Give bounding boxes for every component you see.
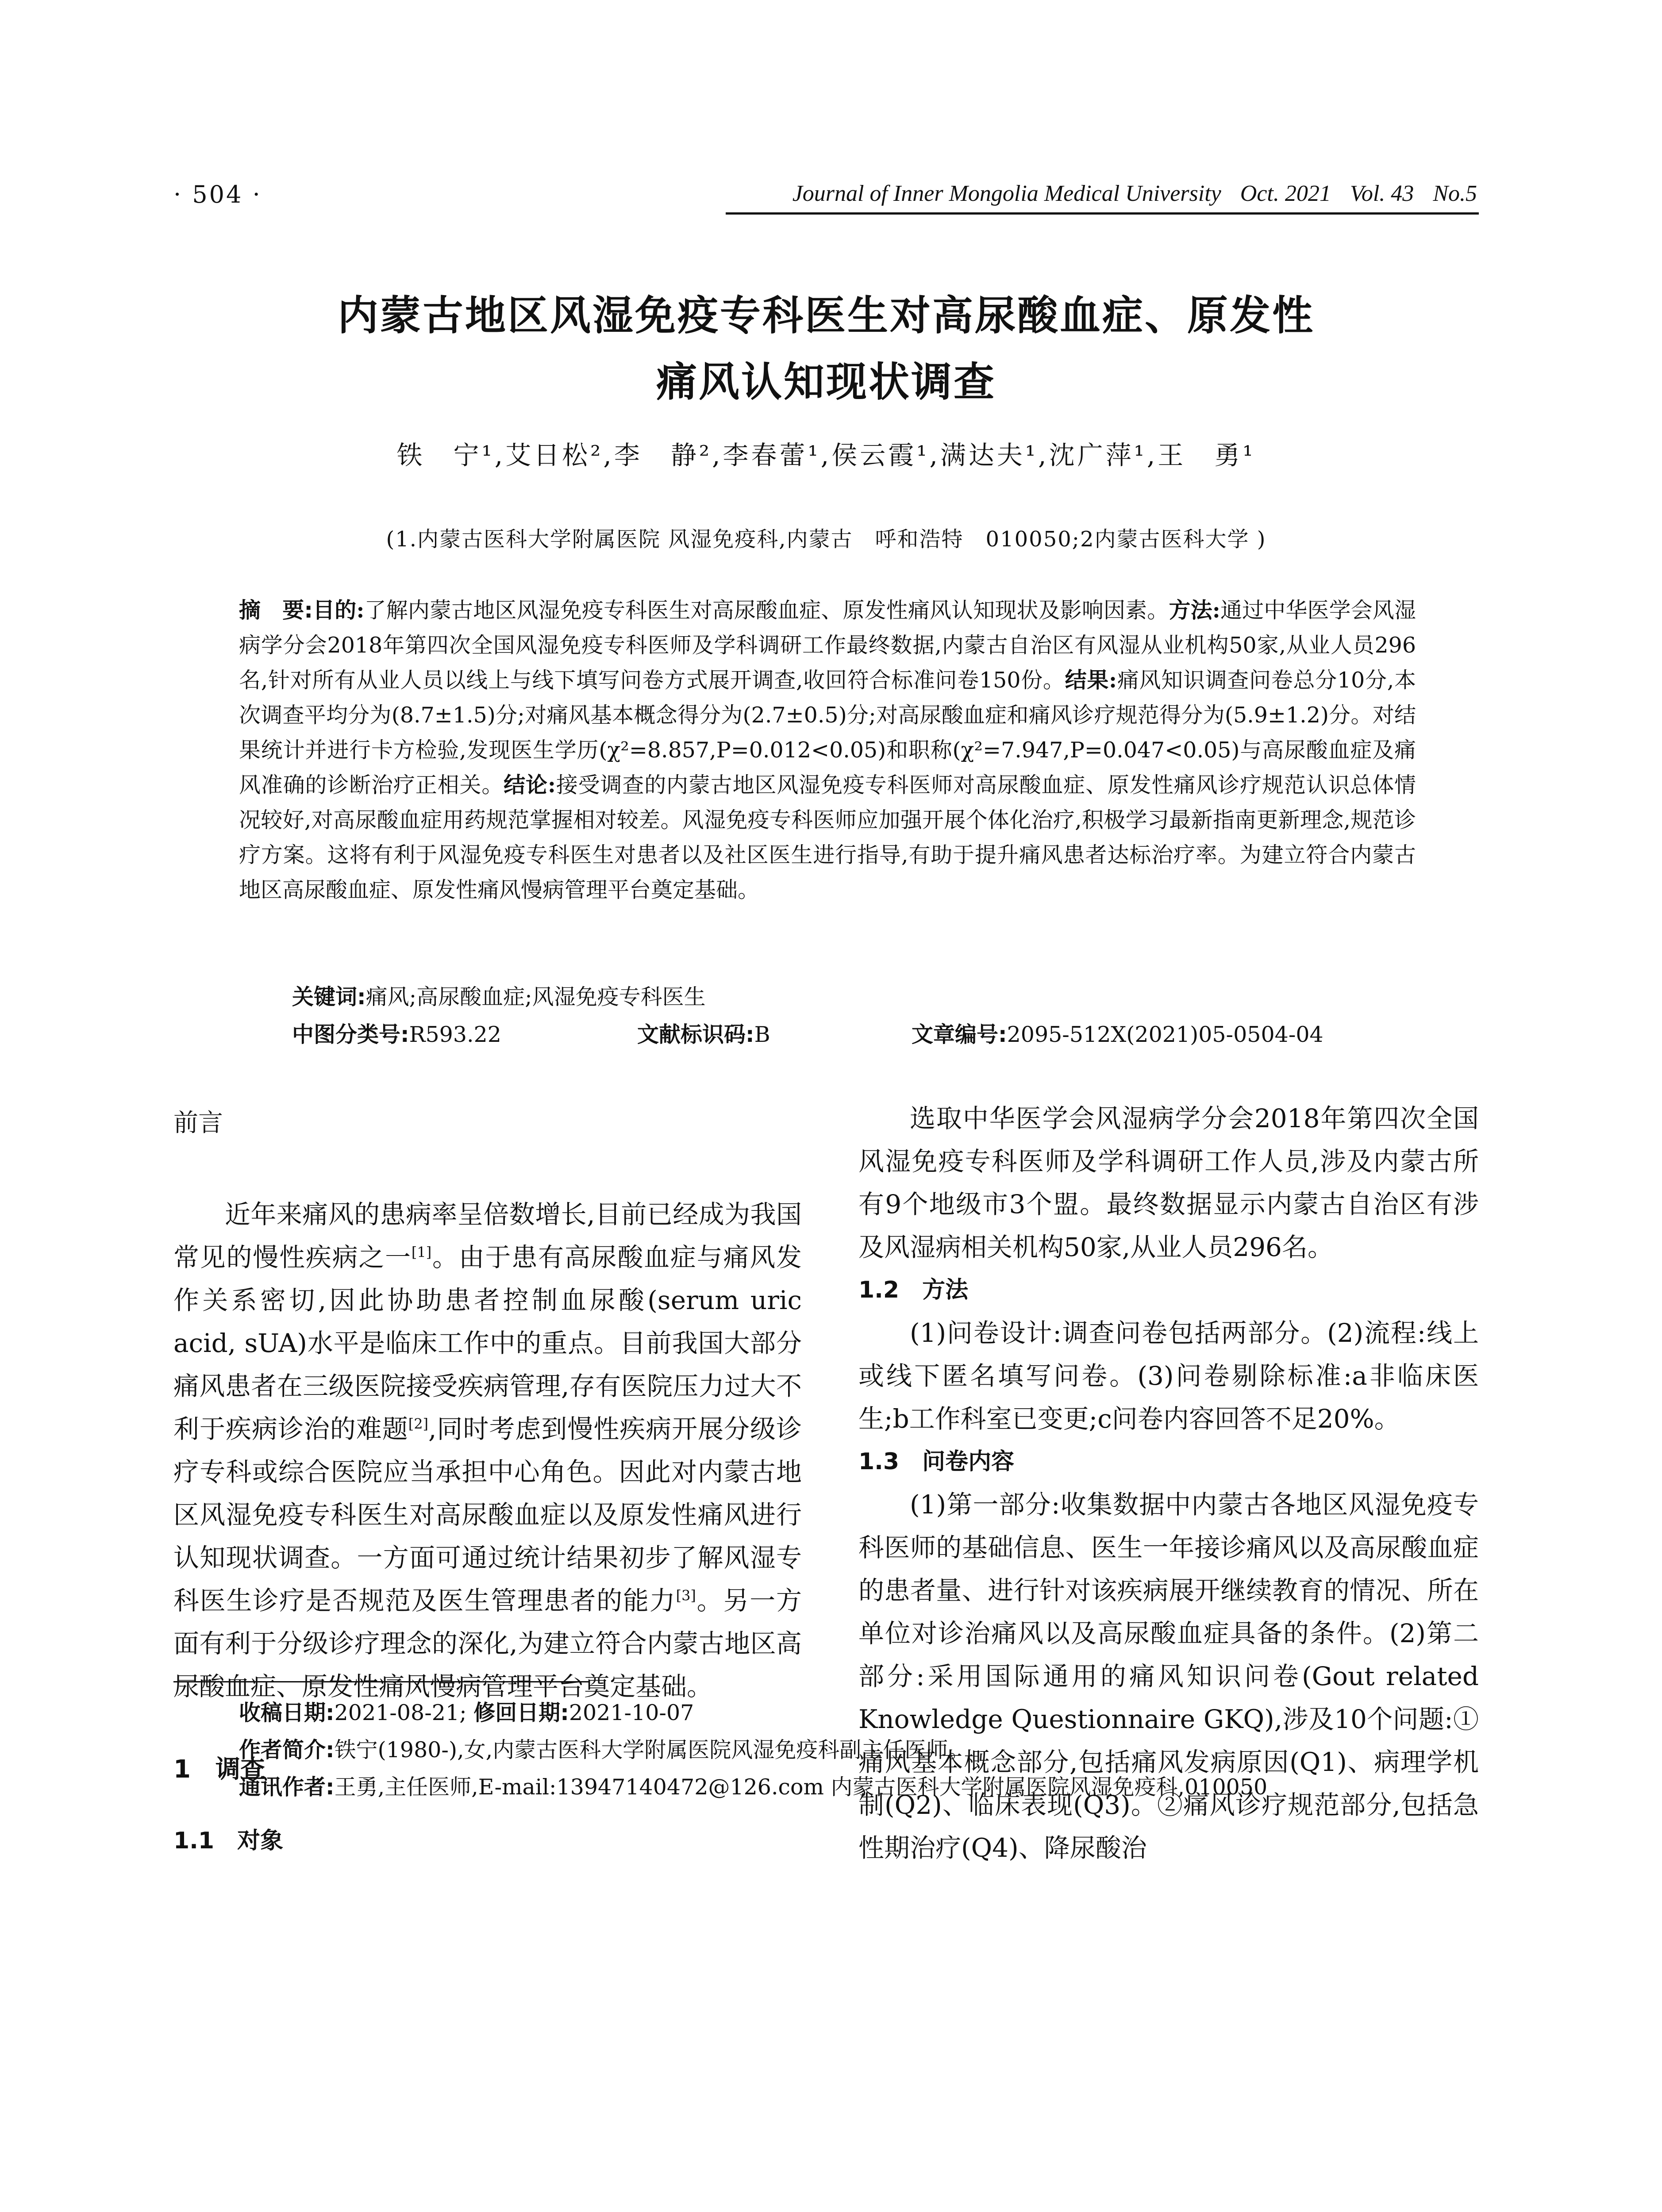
document-code <box>637 1018 770 1048</box>
journal-name: Journal of Inner Mongolia Medical University <box>792 181 1221 206</box>
preface-paragraph <box>173 1193 802 1708</box>
keywords-text: 痛风;高尿酸血症;风湿免疫专科医生 <box>365 984 706 1010</box>
volume: Vol. 43 <box>1350 181 1414 206</box>
clc-number <box>292 1018 501 1048</box>
preface-heading: 前言 <box>173 1109 223 1137</box>
ref-3: [3] <box>676 1587 696 1604</box>
preface-text-4: 。另一方面有利于分级诊疗理念的深化,为建立符合内蒙古地区高尿酸血症、原发性痛风慢病管理平台奠定基础。 <box>173 1586 802 1701</box>
doc-code-value: B <box>754 1022 770 1047</box>
ref-2: [2] <box>408 1415 429 1432</box>
author-bio-label: 作者简介: <box>239 1737 335 1763</box>
paper-title-line-2: 痛风认知现状调查 <box>656 358 996 406</box>
conclusion-text: 接受调查的内蒙古地区风湿免疫专科医师对高尿酸血症、原发性痛风诊疗规范认识总体情况较好,对高尿酸血症用药规范掌握相对较差。风湿免疫专科医师应加强开展个体化治疗,积极学习最新指南更新理念,规范诊疗方案。这将有利于风湿免疫专科医生对患者以及社区医生进行指导,有助于提升痛风患者达标治疗率。为建立符合内蒙古地区高尿酸血症、原发性痛风慢病管理平台奠定基础。 <box>239 772 1416 902</box>
methods-text: 通过中华医学会风湿病学分会2018年第四次全国风湿免疫专科医师及学科调研工作最终数据,内蒙古自治区有风湿从业机构50家,从业人员296名,针对所有从业人员以线上与线下填写问卷方式展开调查,收回符合标准问卷150份。 <box>239 598 1416 693</box>
preface-text-3: ,同时考虑到慢性疾病开展分级诊疗专科或综合医院应当承担中心角色。因此对内蒙古地区风湿免疫专科医生对高尿酸血症以及原发性痛风进行认知现状调查。一方面可通过统计结果初步了解风湿专科医生诊疗是否规范及医生管理患者的能力 <box>173 1414 802 1616</box>
content-paragraph: (1)第一部分:收集数据中内蒙古各地区风湿免疫专科医师的基础信息、医生一年接诊痛风以及高尿酸血症的患者量、进行针对该疾病展开继续教育的情况、所在单位对诊治痛风以及高尿酸血症具备的条件。(2)第二部分:采用国际通用的痛风知识问卷(Gout related Knowledge Questionnaire GKQ),涉及10个问题:①痛风基本概念部分,包括痛风发病原因(Q1)、病理学机制(Q2)、临床表现(Q3)。②痛风诊疗规范部分,包括急性期治疗(Q4)、降尿酸治 <box>858 1490 1479 1863</box>
abstract <box>239 593 1416 907</box>
affiliations: (1.内蒙古医科大学附属医院 风湿免疫科,内蒙古 呼和浩特 010050;2内蒙古医科大学 ) <box>386 527 1266 552</box>
preface-text-2: 。由于患有高尿酸血症与痛风发作关系密切,因此协助患者控制血尿酸(serum uric acid, sUA)水平是临床工作中的重点。目前我国大部分痛风患者在三级医院接受疾病管理,存有医院压力过大不利于疾病诊治的难题 <box>173 1242 802 1444</box>
corresponding-author: 王勇,主任医师,E-mail:13947140472@126.com 内蒙古医科大学附属医院风湿免疫科,010050 <box>334 1774 1268 1800</box>
objective-text: 了解内蒙古地区风湿免疫专科医生对高尿酸血症、原发性痛风认知现状及影响因素。 <box>364 598 1169 623</box>
ref-1: [1] <box>411 1244 432 1261</box>
corresponding-author-line <box>239 1769 1267 1806</box>
revised-date: 2021-10-07 <box>569 1700 694 1725</box>
section-1-heading: 1 调查 <box>173 1755 265 1784</box>
article-number-label: 文章编号: <box>912 1022 1007 1047</box>
page-number: · 504 · <box>173 180 262 208</box>
keywords <box>292 980 706 1011</box>
abstract-label: 摘 要: <box>239 598 313 623</box>
article-number <box>912 1018 1323 1048</box>
clc-label: 中图分类号: <box>292 1022 409 1047</box>
keywords-label: 关键词: <box>292 984 366 1010</box>
doc-code-label: 文献标识码: <box>637 1022 754 1047</box>
section-1-2-heading: 1.2 方法 <box>858 1277 969 1303</box>
conclusion-label: 结论: <box>504 772 556 798</box>
author-bio: 铁宁(1980-),女,内蒙古医科大学附属医院风湿免疫科副主任医师。 <box>334 1737 970 1763</box>
results-text: 痛风知识调查问卷总分10分,本次调查平均分为(8.7±1.5)分;对痛风基本概念得分为(2.7±0.5)分;对高尿酸血症和痛风诊疗规范得分为(5.9±1.2)分。对结果统计并进行卡方检验,发现医生学历(χ²=8.857,P=0.012<0.05)和职称(χ²=7.947,P=0.047<0.05)与高尿酸血症及痛风准确的诊断治疗正相关。 <box>239 668 1416 798</box>
corresponding-author-label: 通讯作者: <box>239 1774 335 1800</box>
received-date: 2021-08-21; <box>334 1700 467 1725</box>
section-1-1-heading: 1.1 对象 <box>173 1828 284 1854</box>
author-bio-line <box>239 1732 1267 1769</box>
author-list: 铁 宁¹,艾日松²,李 静²,李春蕾¹,侯云霞¹,满达夫¹,沈广萍¹,王 勇¹ <box>396 440 1256 470</box>
issue-number: No.5 <box>1433 181 1477 206</box>
objects-paragraph: 选取中华医学会风湿病学分会2018年第四次全国风湿免疫专科医师及学科调研工作人员,涉及内蒙古所有9个地级市3个盟。最终数据显示内蒙古自治区有涉及风湿病相关机构50家,从业人员296名。 <box>858 1103 1479 1262</box>
article-number-value: 2095-512X(2021)05-0504-04 <box>1007 1022 1323 1047</box>
methods-label: 方法: <box>1169 597 1220 623</box>
paper-title-line-1: 内蒙古地区风湿免疫专科医生对高尿酸血症、原发性 <box>337 292 1315 339</box>
journal-header <box>793 180 1477 207</box>
clc-value: R593.22 <box>409 1022 501 1047</box>
received-label: 收稿日期: <box>239 1700 335 1725</box>
methods-paragraph: (1)问卷设计:调查问卷包括两部分。(2)流程:线上或线下匿名填写问卷。(3)问卷剔除标准:a非临床医生;b工作科室已变更;c问卷内容回答不足20%。 <box>858 1318 1479 1434</box>
issue-date: Oct. 2021 <box>1240 181 1331 206</box>
footnote-rule <box>173 1681 589 1682</box>
section-1-3-heading: 1.3 问卷内容 <box>858 1448 1015 1475</box>
revised-label: 修回日期: <box>473 1700 569 1725</box>
results-label: 结果: <box>1065 667 1117 693</box>
objective-label: 目的: <box>313 597 365 623</box>
header-rule <box>726 212 1479 215</box>
received-line <box>239 1694 1267 1732</box>
footnotes <box>239 1694 1267 1806</box>
preface-text-1: 近年来痛风的患病率呈倍数增长,目前已经成为我国常见的慢性疾病之一 <box>173 1199 802 1272</box>
